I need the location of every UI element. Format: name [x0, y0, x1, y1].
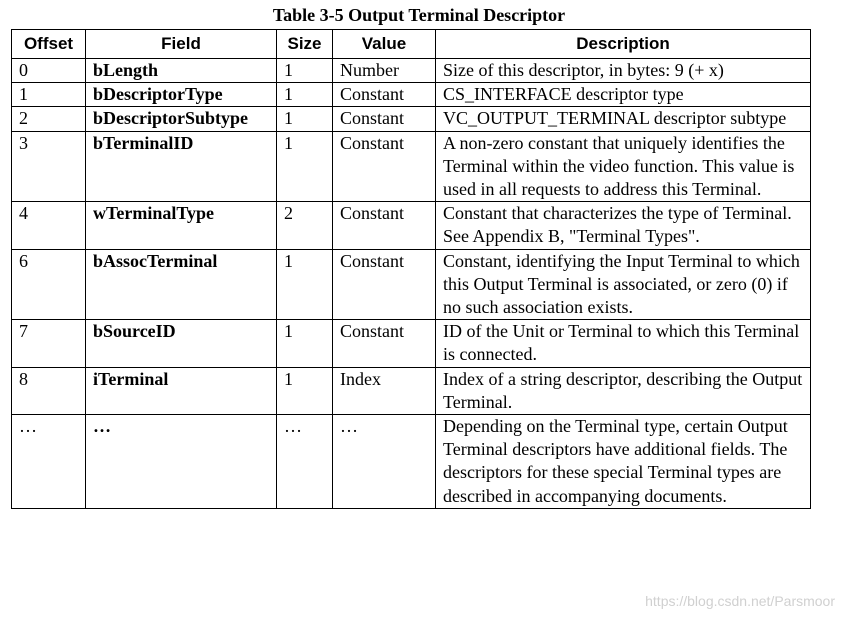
table-row: [12, 59, 811, 83]
offset-cell: 3: [12, 131, 86, 202]
description-cell: CS_INTERFACE descriptor type: [436, 83, 811, 107]
header-offset: Offset: [12, 30, 86, 59]
header-field: Field: [86, 30, 277, 59]
value-cell: Constant: [333, 83, 436, 107]
value-cell: Constant: [333, 107, 436, 131]
description-cell: Index of a string descriptor, describing the Output Terminal.: [436, 367, 811, 414]
header-description: Description: [436, 30, 811, 59]
field-cell: bDescriptorType: [86, 83, 277, 107]
header-size: Size: [277, 30, 333, 59]
size-cell: 2: [277, 202, 333, 249]
field-cell: bSourceID: [86, 320, 277, 367]
size-cell: 1: [277, 320, 333, 367]
description-cell: A non-zero constant that uniquely identifies the Terminal within the video function. This value is used in all requests to address this Terminal.: [436, 131, 811, 202]
field-cell: bTerminalID: [86, 131, 277, 202]
size-cell: 1: [277, 367, 333, 414]
offset-cell: 6: [12, 249, 86, 320]
field-cell: …: [86, 415, 277, 509]
description-cell: ID of the Unit or Terminal to which this Terminal is connected.: [436, 320, 811, 367]
size-cell: …: [277, 415, 333, 509]
table-header-row: [12, 30, 811, 59]
watermark: https://blog.csdn.net/Parsmoor: [645, 593, 835, 609]
field-cell: bDescriptorSubtype: [86, 107, 277, 131]
table-row: [12, 367, 811, 414]
size-cell: 1: [277, 107, 333, 131]
description-cell: Constant that characterizes the type of Terminal. See Appendix B, "Terminal Types".: [436, 202, 811, 249]
value-cell: Constant: [333, 131, 436, 202]
offset-cell: 7: [12, 320, 86, 367]
size-cell: 1: [277, 83, 333, 107]
table-row: [12, 320, 811, 367]
offset-cell: …: [12, 415, 86, 509]
value-cell: Index: [333, 367, 436, 414]
offset-cell: 4: [12, 202, 86, 249]
table-title: Table 3-5 Output Terminal Descriptor: [272, 5, 566, 25]
value-cell: Constant: [333, 249, 436, 320]
descriptor-table: [11, 29, 811, 509]
field-cell: iTerminal: [86, 367, 277, 414]
description-cell: Size of this descriptor, in bytes: 9 (+ x): [436, 59, 811, 83]
table-row: [12, 202, 811, 249]
size-cell: 1: [277, 59, 333, 83]
table-row: [12, 83, 811, 107]
field-cell: bLength: [86, 59, 277, 83]
offset-cell: 2: [12, 107, 86, 131]
field-cell: bAssocTerminal: [86, 249, 277, 320]
header-value: Value: [333, 30, 436, 59]
offset-cell: 0: [12, 59, 86, 83]
size-cell: 1: [277, 249, 333, 320]
field-cell: wTerminalType: [86, 202, 277, 249]
table-row: [12, 131, 811, 202]
description-cell: VC_OUTPUT_TERMINAL descriptor subtype: [436, 107, 811, 131]
size-cell: 1: [277, 131, 333, 202]
value-cell: Constant: [333, 320, 436, 367]
offset-cell: 8: [12, 367, 86, 414]
description-cell: Constant, identifying the Input Terminal to which this Output Terminal is associated, or zero (0) if no such association exists.: [436, 249, 811, 320]
value-cell: Constant: [333, 202, 436, 249]
table-row: [12, 107, 811, 131]
offset-cell: 1: [12, 83, 86, 107]
table-row: [12, 249, 811, 320]
table-row: [12, 415, 811, 509]
description-cell: Depending on the Terminal type, certain Output Terminal descriptors have additional fields. The descriptors for these special Terminal types are described in accompanying documents.: [436, 415, 811, 509]
value-cell: Number: [333, 59, 436, 83]
value-cell: …: [333, 415, 436, 509]
